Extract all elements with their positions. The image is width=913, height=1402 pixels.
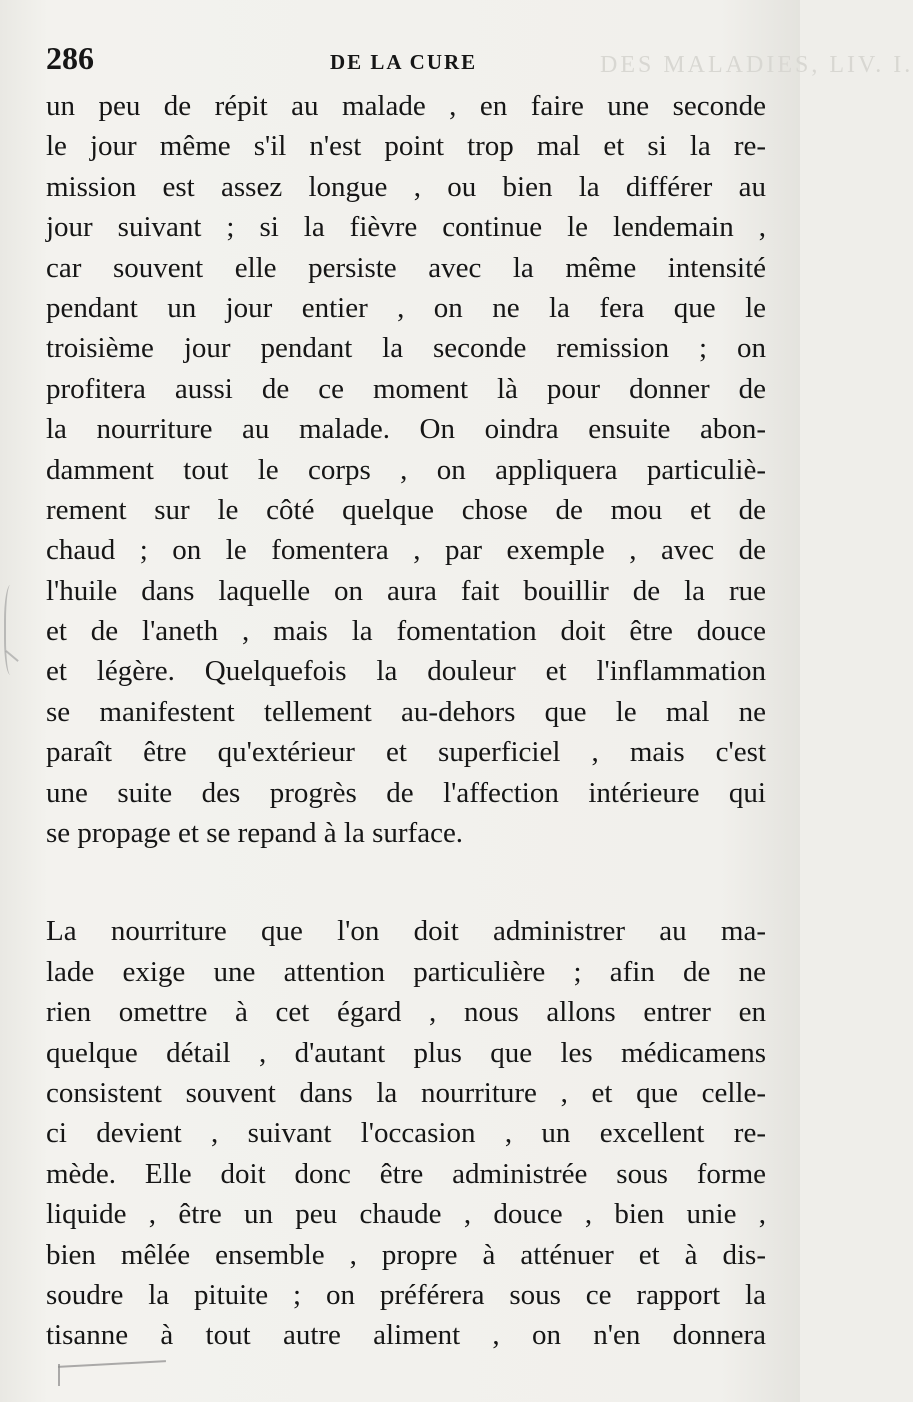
paragraph-1 (46, 86, 766, 853)
text-line: car souvent elle persiste avec la même intensité (46, 251, 766, 284)
text-line: mission est assez longue , ou bien la différer au (46, 170, 766, 203)
text-line: rement sur le côté quelque chose de mou et de (46, 493, 766, 526)
page-header (46, 40, 766, 80)
text-line: jour suivant ; si la fièvre continue le lendemain , (46, 211, 766, 244)
text-line: quelque détail , d'autant plus que les médicamens (46, 1036, 766, 1069)
text-line: et de l'aneth , mais la fomentation doit être douce (46, 615, 766, 648)
text-line: soudre la pituite ; on préférera sous ce rapport la (46, 1278, 766, 1311)
text-line: troisième jour pendant la seconde remission ; on (46, 332, 766, 365)
text-line: un peu de répit au malade , en faire une seconde (46, 90, 766, 122)
text-line: se propage et se repand à la surface. (46, 817, 464, 850)
text-line: damment tout le corps , on appliquera particuliè- (46, 453, 766, 486)
text-line: profitera aussi de ce moment là pour donner de (46, 372, 766, 405)
text-line: se manifestent tellement au-dehors que le mal ne (46, 695, 766, 728)
text-line: le jour même s'il n'est point trop mal et si la re- (46, 130, 766, 163)
pencil-stub-mark (58, 1364, 60, 1386)
text-line: chaud ; on le fomentera , par exemple , avec de (46, 534, 766, 567)
text-line: mède. Elle doit donc être administrée sous forme (46, 1157, 766, 1190)
text-line: lade exige une attention particulière ; afin de ne (46, 955, 766, 988)
paragraph-gap (46, 853, 766, 911)
text-line: bien mêlée ensemble , propre à atténuer et à dis- (46, 1238, 766, 1271)
page-number: 286 (46, 40, 94, 76)
text-line: liquide , être un peu chaude , douce , bien unie , (46, 1198, 766, 1231)
text-line: La nourriture que l'on doit administrer au ma- (46, 915, 766, 948)
text-line: rien omettre à cet égard , nous allons entrer en (46, 996, 766, 1029)
text-line: ci devient , suivant l'occasion , un excellent re- (46, 1117, 766, 1150)
pencil-underline-mark (58, 1360, 166, 1368)
text-line: tisanne à tout autre aliment , on n'en donnera (46, 1319, 766, 1352)
text-line: une suite des progrès de l'affection intérieure qui (46, 776, 766, 809)
bleed-through-text: DES MALADIES, LIV. I. (600, 52, 913, 78)
text-line: l'huile dans laquelle on aura fait bouillir de la rue (46, 574, 766, 607)
text-line: paraît être qu'extérieur et superficiel , mais c'est (46, 736, 766, 769)
text-line: pendant un jour entier , on ne la fera que le (46, 291, 766, 324)
running-head: DE LA CURE (330, 50, 478, 74)
body-text (46, 86, 766, 1356)
text-line: consistent souvent dans la nourriture , et que celle- (46, 1076, 766, 1109)
text-line: et légère. Quelquefois la douleur et l'inflammation (46, 655, 766, 688)
paragraph-2 (46, 911, 766, 1355)
text-line: la nourriture au malade. On oindra ensuite abon- (46, 413, 766, 446)
